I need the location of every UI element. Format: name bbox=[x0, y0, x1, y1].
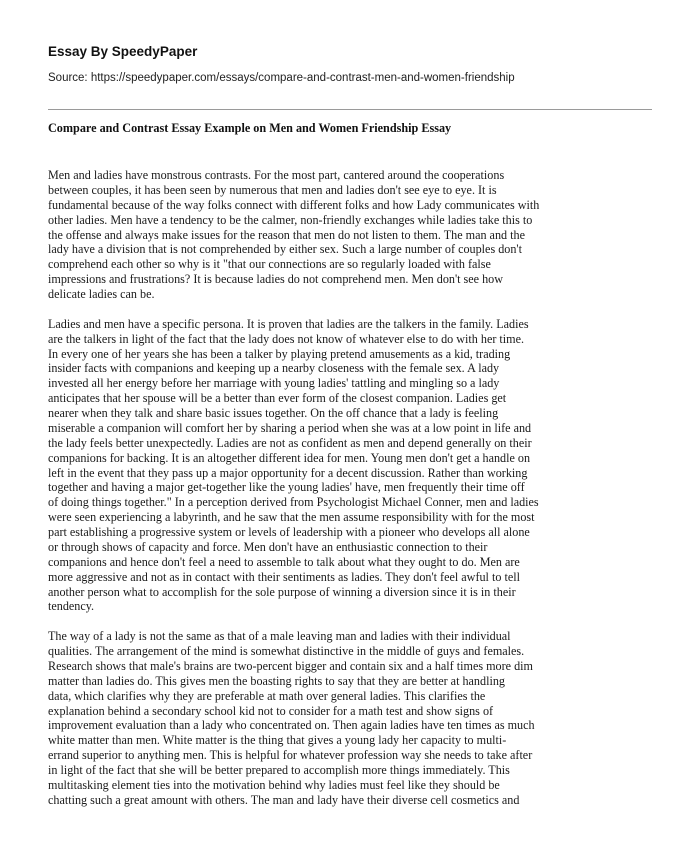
essay-line: the lady feels better unexpectedly. Ladies are not as confident as men and depend generally on their bbox=[48, 435, 532, 450]
essay-paragraph bbox=[48, 629, 654, 808]
essay-paragraph bbox=[48, 317, 654, 615]
essay-line: chatting such a great amount with others. The man and lady have their diverse cell cosmetics and bbox=[48, 792, 520, 807]
essay-line: improvement evaluation than a lady who concentrated on. Then again ladies have ten times as much bbox=[48, 718, 535, 733]
essay-line: qualities. The arrangement of the mind is somewhat distinctive in the middle of guys and females. bbox=[48, 644, 525, 659]
essay-line: multitasking element ties into the motivation behind why ladies must feel like they should be bbox=[48, 777, 500, 792]
essay-line: In every one of her years she has been a talker by playing pretend amusements as a kid, trading bbox=[48, 346, 511, 361]
essay-line: were seen experiencing a labyrinth, and he saw that the men assume responsibility with for the most bbox=[48, 510, 535, 525]
essay-line: another person what to accomplish for the sole purpose of winning a diversion since it is in their bbox=[48, 584, 516, 599]
essay-line: or through shows of capacity and force. Men don't have an enthusiastic connection to their bbox=[48, 539, 488, 554]
essay-line: The way of a lady is not the same as that of a male leaving man and ladies with their individual bbox=[48, 629, 511, 644]
essay-line: the offense and always make issues for the reason that men do not listen to them. The man and the bbox=[48, 227, 525, 242]
essay-line: errand superior to anything men. This is helpful for whatever profession way she needs to take after bbox=[48, 748, 533, 763]
essay-line: in light of the fact that she will be better prepared to accomplish more things immediately. This bbox=[48, 763, 510, 778]
essay-line: part establishing a progressive system or levels of leadership with a pioneer who develops all alone bbox=[48, 525, 530, 540]
essay-line: invested all her energy before her marriage with young ladies' tattling and mingling so a lady bbox=[48, 376, 500, 391]
essay-line: delicate ladies can be. bbox=[48, 287, 155, 301]
essay-line: Research shows that male's brains are two-percent bigger and contain six and a half times more dim bbox=[48, 658, 533, 673]
essay-title: Compare and Contrast Essay Example on Men and Women Friendship Essay bbox=[48, 121, 452, 135]
header-divider bbox=[48, 109, 652, 110]
essay-line: of doing things together." In a perception derived from Psychologist Michael Conner, men and ladies bbox=[48, 495, 539, 510]
essay-line: are the talkers in light of the fact that the lady does not know of whatever else to do with her time. bbox=[48, 331, 525, 346]
essay-line: impressions and frustrations? It is because ladies do not comprehend men. Men don't see how bbox=[48, 272, 503, 287]
essay-line: insider facts with companions and keeping up a nearby closeness with the female sex. A lady bbox=[48, 361, 500, 376]
essay-line: left in the event that they pass up a major opportunity for a decent discussion. Rather than working bbox=[48, 465, 528, 480]
essay-line: explanation behind a secondary school kid not to consider for a math test and show signs of bbox=[48, 703, 494, 718]
essay-line: Ladies and men have a specific persona. It is proven that ladies are the talkers in the family. Ladies bbox=[48, 316, 529, 331]
essay-line: nearer when they talk and share basic issues together. On the off chance that a lady is feeling bbox=[48, 406, 499, 421]
essay-line: other ladies. Men have a tendency to be the calmer, non-friendly exchanges while ladies take this to bbox=[48, 212, 533, 227]
essay-line: fundamental because of the way folks connect with different folks and how Lady communicates with bbox=[48, 197, 540, 212]
essay-line: miserable a companion will comfort her by sharing a period when she was at a low point in life and bbox=[48, 420, 532, 435]
essay-line: Men and ladies have monstrous contrasts. For the most part, cantered around the cooperations bbox=[48, 168, 505, 182]
brand-heading: Essay By SpeedyPaper bbox=[48, 44, 198, 59]
essay-paragraph bbox=[48, 168, 654, 302]
essay-line: comprehend each other so why is it "that our connections are so regularly loaded with false bbox=[48, 257, 491, 272]
essay-line: together and having a major get-together like the young ladies' have, men frequently their time off bbox=[48, 480, 525, 495]
essay-line: data, which clarifies why they are preferable at math over general ladies. This clarifies the bbox=[48, 688, 486, 703]
essay-line: between couples, it has been seen by numerous that men and ladies don't see eye to eye. It is bbox=[48, 182, 497, 197]
source-line: Source: https://speedypaper.com/essays/compare-and-contrast-men-and-women-friendship bbox=[48, 72, 515, 84]
essay-line: anticipates that her spouse will be a better than ever form of the closest companion. Ladies get bbox=[48, 391, 507, 406]
essay-line: tendency. bbox=[48, 599, 95, 614]
essay-line: more aggressive and not as in contact with their sentiments as ladies. They don't feel awful to tell bbox=[48, 569, 520, 584]
essay-line: companions for backing. It is an altogether different idea for men. Young men don't get a handle on bbox=[48, 450, 531, 465]
essay-line: lady have a division that is not comprehended by either sex. Such a large number of couples don't bbox=[48, 242, 522, 257]
essay-line: companions and hence don't feel a need to assemble to talk about what they ought to do. Men are bbox=[48, 554, 520, 569]
essay-line: white matter than men. White matter is the thing that gives a young lady her capacity to multi- bbox=[48, 733, 507, 748]
essay-body bbox=[48, 168, 654, 823]
essay-line: matter than ladies do. This gives men the boasting rights to say that they are better at handling bbox=[48, 673, 505, 688]
